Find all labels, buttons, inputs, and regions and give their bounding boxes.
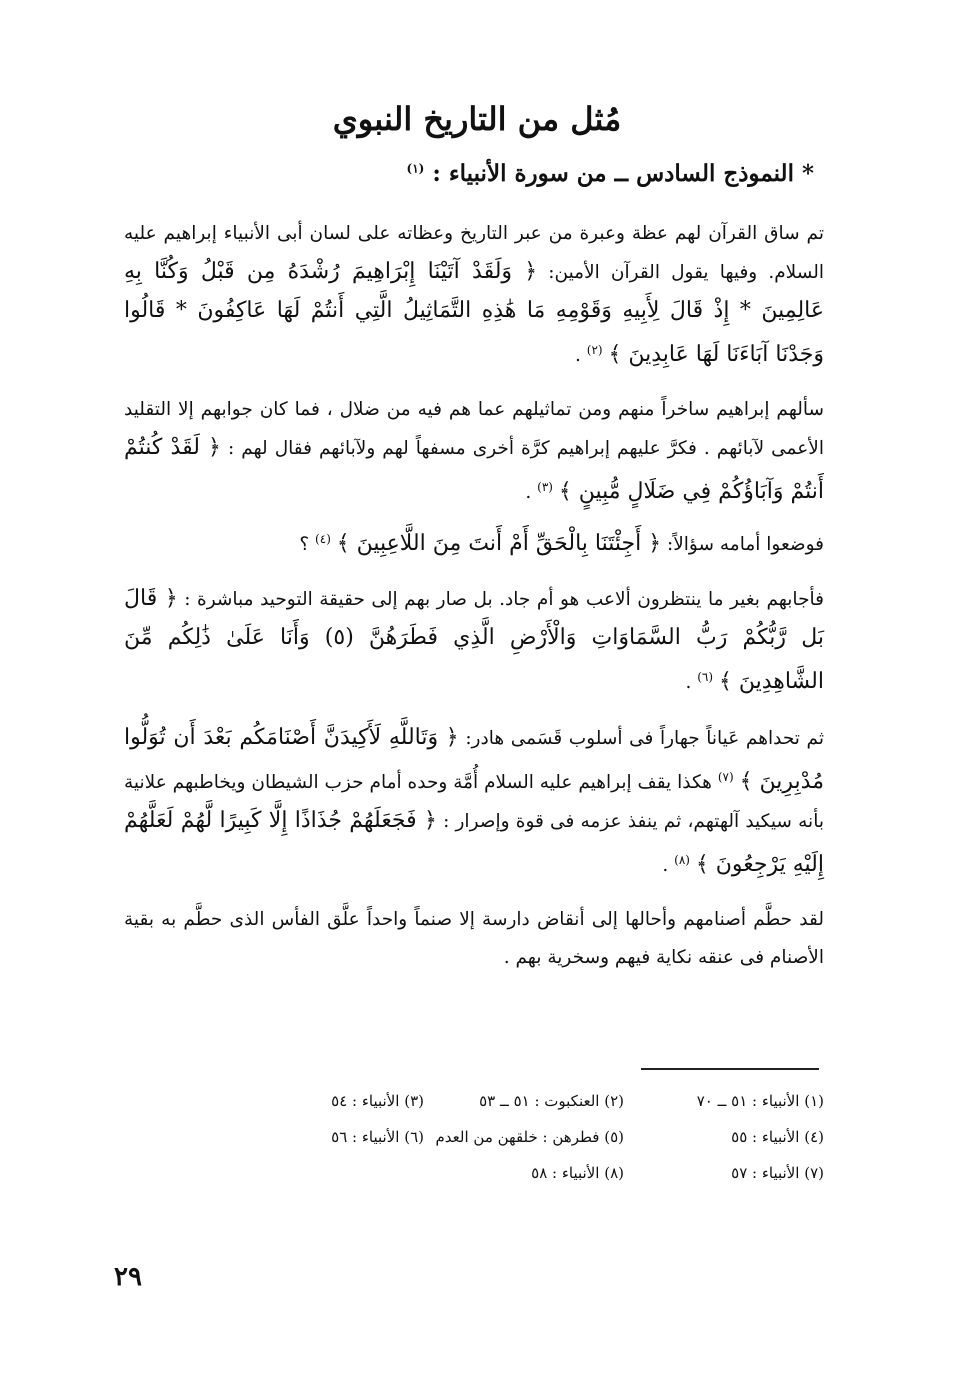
quran-quote: ﴿ قَالَ بَل رَّبُّكُمْ رَبُّ السَّمَاوَاتِ وَالْأَرْضِ الَّذِي فَطَرَهُنَّ (٥) وَأَنَا عَلَىٰ ذَٰلِكُم مِّنَ الشَّاهِدِينَ ﴾ — [124, 586, 824, 695]
footnote-ref: (٣) — [537, 480, 553, 495]
footnote: (٣) الأنبياء : ٥٤ — [331, 1092, 424, 1110]
paragraph-text: سألهم إبراهيم ساخراً منهم ومن تماثيلهم عما هم فيه من ضلال ، فما كان جوابهم إلا التقليد الأعمى لآبائهم . فكرَّ عليهم إبراهيم كرَّة أخرى مسفهاً لهم ولآبائهم فقال لهم : — [124, 399, 824, 460]
footnote-ref: (٨) — [674, 852, 690, 867]
quran-quote: ﴿ فَجَعَلَهُمْ جُذَاذًا إِلَّا كَبِيرًا لَّهُمْ لَعَلَّهُمْ إِلَيْهِ يَرْجِعُونَ ﴾ — [124, 807, 824, 877]
footnote: (٧) الأنبياء : ٥٧ — [731, 1164, 824, 1182]
footnote: (٢) العنكبوت : ٥١ ــ ٥٣ — [479, 1092, 624, 1110]
paragraph-text: لقد حطَّم أصنامهم وأحالها إلى أنقاض دارسة إلا صنماً واحداً علَّق الفأس الذى حطَّم به بقية الأصنام فى عنقه نكاية فيهم وسخرية بهم . — [124, 908, 824, 968]
section-heading-text: * النموذج السادس ــ من سورة الأنبياء : — [432, 160, 814, 187]
footnote: (٥) فطرهن : خلقهن من العدم — [435, 1128, 624, 1146]
paragraph-text: تم ساق القرآن لهم عظة وعبرة من عبر التاريخ وعظاته على لسان أبى الأنبياء إبراهيم عليه السلام. وفيها يقول القرآن الأمين: — [124, 223, 824, 283]
paragraph-end: . — [525, 482, 532, 504]
page-number: ٢٩ — [114, 1262, 142, 1292]
footnote: (٨) الأنبياء : ٥٨ — [531, 1164, 624, 1182]
paragraph-text: فأجابهم بغير ما ينتظرون ألاعب هو أم جاد. بل صار بهم إلى حقيقة التوحيد مباشرة : — [184, 589, 824, 611]
quran-quote: ﴿ أَجِئْتَنَا بِالْحَقِّ أَمْ أَنتَ مِنَ اللَّاعِبِينَ ﴾ — [336, 531, 662, 557]
paragraph-text: ثم تحداهم عَياناً جهاراً فى أسلوب قَسَمى هادر: — [465, 727, 824, 749]
paragraph-end: . — [685, 672, 692, 694]
paragraph — [124, 719, 824, 885]
paragraph-text: فوضعوا أمامه سؤالاً: — [667, 534, 824, 556]
footnote: (٤) الأنبياء : ٥٥ — [731, 1128, 824, 1146]
quran-quote: ﴿ وَلَقَدْ آتَيْنَا إِبْرَاهِيمَ رُشْدَهُ مِن قَبْلُ وَكُنَّا بِهِ عَالِمِينَ * إِذْ قَالَ لِأَبِيهِ وَقَوْمِهِ مَا هَٰذِهِ التَّمَاثِيلُ الَّتِي أَنتُمْ لَهَا عَاكِفُونَ * قَالُوا وَجَدْنَا آبَاءَنَا لَهَا عَابِدِينَ ﴾ — [124, 259, 824, 368]
paragraph-text: هكذا يقف إبراهيم عليه السلام أُمَّة وحده أمام حزب الشيطان ويخاطبهم علانية بأنه سيكيد آلهتهم، ثم ينفذ عزمه فى قوة وإصرار : — [124, 771, 824, 832]
paragraph-end: . — [662, 854, 669, 876]
quran-quote: ﴿ وَتَاللَّهِ لَأَكِيدَنَّ أَصْنَامَكُم بَعْدَ أَن تُوَلُّوا مُدْبِرِينَ ﴾ — [124, 724, 824, 794]
footnote-ref: (٦) — [697, 670, 714, 685]
page-title: مُثل من التاريخ النبوي — [332, 100, 622, 138]
paragraph — [124, 520, 824, 564]
footnote-divider — [641, 1068, 819, 1070]
footnotes — [224, 1092, 824, 1200]
footnote: (٦) الأنبياء : ٥٦ — [331, 1128, 424, 1146]
paragraph-end: ؟ — [299, 534, 310, 556]
paragraph — [124, 901, 824, 977]
paragraph — [124, 391, 824, 512]
footnote-ref: (١) — [406, 161, 425, 176]
footnote-ref: (٢) — [586, 343, 603, 357]
paragraph — [124, 215, 824, 375]
quran-quote: ﴿ لَقَدْ كُنتُمْ أَنتُمْ وَآبَاؤُكُمْ فِي ضَلَالٍ مُّبِينٍ ﴾ — [124, 435, 824, 505]
footnote-row — [224, 1164, 824, 1200]
paragraph-end: . — [575, 345, 581, 367]
paragraph — [124, 580, 824, 702]
footnote-row — [224, 1128, 824, 1164]
footnote-row — [224, 1092, 824, 1128]
section-heading — [140, 160, 814, 187]
footnote: (١) الأنبياء : ٥١ ــ ٧٠ — [696, 1092, 824, 1110]
footnote-ref: (٧) — [717, 769, 734, 784]
footnote-ref: (٤) — [315, 532, 331, 547]
body-text — [124, 215, 824, 993]
footnote — [224, 1164, 424, 1200]
